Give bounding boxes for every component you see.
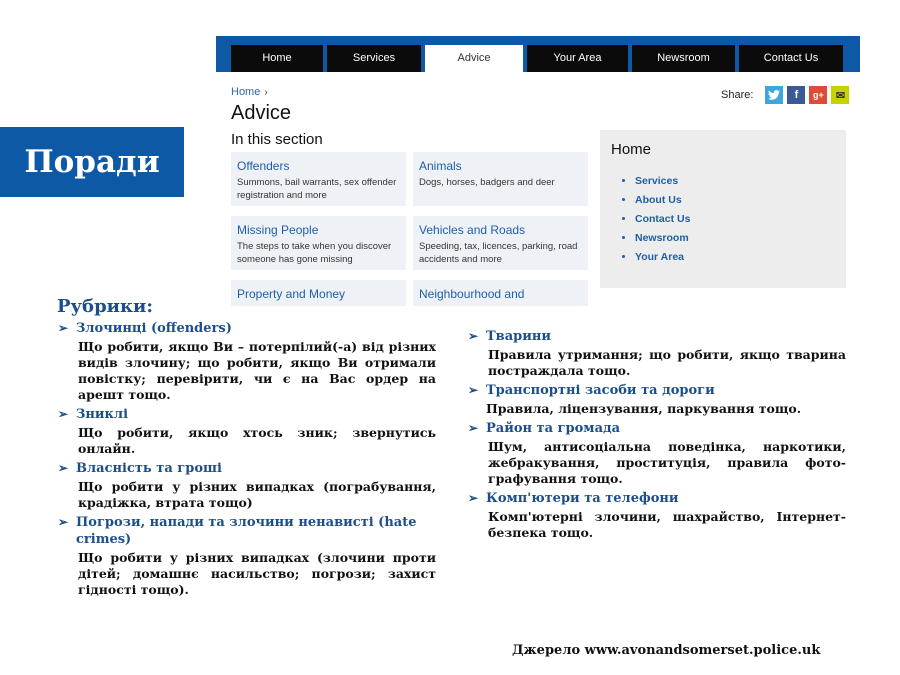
rubric-title-text: Погрози, напади та злочини ненависті (hate crimes) <box>76 515 417 547</box>
card-desc: Dogs, horses, badgers and deer <box>419 177 555 188</box>
rubric-title-text: Власність та гроші <box>76 461 222 476</box>
rubric-animals-title <box>468 328 846 345</box>
rubric-vehicles-body: Правила, ліцензування, паркування тощо. <box>486 401 802 416</box>
rubric-missing-title <box>58 406 436 423</box>
arrow-bullet-icon: ➢ <box>468 421 479 435</box>
card-desc: Speeding, tax, licences, parking, road accidents and more <box>419 241 578 265</box>
rubric-community-body: Шум, антисоціальна поведінка, наркотики, жебракування, проституція, правила фото-графування тощо. <box>488 439 846 486</box>
card-offenders[interactable] <box>231 152 406 206</box>
nav-tab-advice[interactable]: Advice <box>425 45 523 72</box>
rubric-community-title <box>468 420 846 437</box>
rubric-hate-crimes-body: Що робити у різних випадках (злочини проти дітей; домашнє насильство; погрози; захист гідності тощо). <box>78 550 436 597</box>
card-title: Animals <box>419 159 462 173</box>
sidebar-title: Home <box>611 141 652 158</box>
website-screenshot <box>216 36 860 306</box>
card-missing-people[interactable] <box>231 216 406 270</box>
rubric-offenders-title <box>58 320 436 337</box>
arrow-bullet-icon: ➢ <box>58 407 69 421</box>
sidebar-panel <box>600 130 846 288</box>
facebook-icon[interactable]: f <box>787 86 805 104</box>
arrow-bullet-icon: ➢ <box>468 329 479 343</box>
rubric-vehicles-title <box>468 382 846 399</box>
nav-tab-your-area[interactable]: Your Area <box>527 45 628 72</box>
rubric-title-text: Транспортні засоби та дороги <box>486 383 715 398</box>
nav-tab-services[interactable]: Services <box>327 45 421 72</box>
breadcrumb-separator: › <box>264 87 268 98</box>
sidebar-item-your-area[interactable]: • Your Area <box>635 248 690 267</box>
arrow-bullet-icon: ➢ <box>58 321 69 335</box>
rubric-missing-body: Що робити, якщо хтось зник; звернутись онлайн. <box>78 425 436 456</box>
breadcrumb-home-link[interactable]: Home <box>231 86 261 98</box>
arrow-bullet-icon: ➢ <box>58 515 69 529</box>
card-title: Property and Money <box>237 287 346 301</box>
arrow-bullet-icon: ➢ <box>468 491 479 505</box>
card-title: Vehicles and Roads <box>419 223 526 237</box>
card-title: Neighbourhood and <box>419 287 525 301</box>
rubric-title-text: Район та громада <box>486 421 621 436</box>
nav-tab-home[interactable]: Home <box>231 45 323 72</box>
card-title: Offenders <box>237 159 290 173</box>
rubric-computers-body: Комп'ютерні злочини, шахрайство, Інтернет-безпека тощо. <box>488 509 846 540</box>
rubric-title-text: Злочинці (offenders) <box>76 321 232 336</box>
rubric-computers-title <box>468 490 846 507</box>
rubric-offenders-body: Що робити, якщо Ви – потерпілий(-а) від різних видів злочину; що робити, якщо Ви отримали повістку; перевірити, чи є на Вас ордер на арешт тощо. <box>78 339 436 402</box>
arrow-bullet-icon: ➢ <box>58 461 69 475</box>
rubric-property-title <box>58 460 436 477</box>
card-desc: Summons, bail warrants, sex offender registration and more <box>237 177 397 201</box>
share-label: Share: <box>721 89 754 101</box>
card-vehicles-and-roads[interactable] <box>413 216 588 270</box>
sidebar-item-about-us[interactable]: • About Us <box>635 191 690 210</box>
rubric-property-body: Що робити у різних випадках (пограбування, крадіжка, втрата тощо) <box>78 479 436 510</box>
section-title: In this section <box>231 131 323 148</box>
email-icon[interactable]: ✉ <box>831 86 849 104</box>
sidebar-list <box>620 172 690 267</box>
card-title: Missing People <box>237 223 319 237</box>
nav-tabs <box>231 45 843 72</box>
nav-tab-contact-us[interactable]: Contact Us <box>739 45 843 72</box>
share-bar <box>721 86 849 104</box>
google-plus-icon[interactable]: g+ <box>809 86 827 104</box>
rubric-hate-crimes-title <box>58 514 436 548</box>
card-animals[interactable] <box>413 152 588 206</box>
slide-title-banner: Поради <box>0 127 184 197</box>
breadcrumb <box>231 86 268 98</box>
rubric-title-text: Тварини <box>486 329 552 344</box>
left-column <box>58 320 436 601</box>
nav-tab-newsroom[interactable]: Newsroom <box>632 45 735 72</box>
arrow-bullet-icon: ➢ <box>468 383 479 397</box>
source-caption: Джерело www.avonandsomerset.police.uk <box>512 643 821 658</box>
sidebar-item-newsroom[interactable]: • Newsroom <box>635 229 690 248</box>
twitter-icon[interactable] <box>765 86 783 104</box>
page-title: Advice <box>231 102 292 124</box>
card-property-and-money[interactable] <box>231 280 406 306</box>
rubric-title-text: Комп'ютери та телефони <box>486 491 679 506</box>
rubrics-heading: Рубрики: <box>57 296 153 317</box>
card-neighbourhood[interactable] <box>413 280 588 306</box>
card-desc: The steps to take when you discover someone has gone missing <box>237 241 392 265</box>
rubric-animals-body: Правила утримання; що робити, якщо тварина постраждала тощо. <box>488 347 846 378</box>
sidebar-item-services[interactable]: • Services <box>635 172 690 191</box>
sidebar-item-contact-us[interactable]: • Contact Us <box>635 210 690 229</box>
right-column <box>468 328 846 544</box>
rubric-title-text: Зниклі <box>76 407 129 422</box>
